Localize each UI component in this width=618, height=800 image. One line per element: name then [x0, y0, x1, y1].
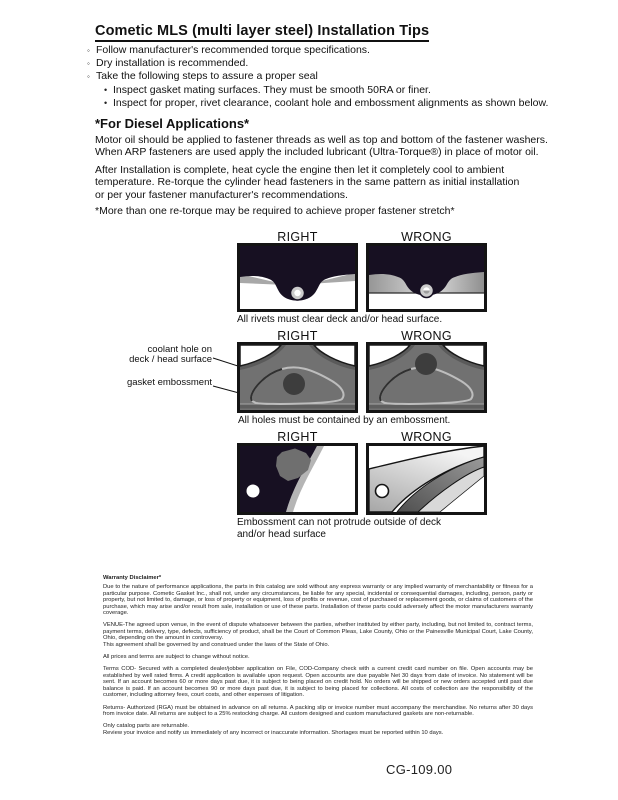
bolt-hole: [376, 485, 389, 498]
wrong-label-row2: WRONG: [401, 329, 452, 343]
right-label-row3: RIGHT: [277, 430, 318, 444]
paragraph-line: temperature. Re-torque the cylinder head fasteners in the same pattern as initial installation: [95, 176, 520, 189]
row3-caption: Embossment can not protrude outside of deck and/or head surface: [237, 517, 442, 540]
review-invoice-line: Review your invoice and notify us immediately of any incorrect or inaccurate information. Shortages must be reported within 10 days.: [103, 729, 444, 736]
warranty-disclaimer-heading: Warranty Disclaimer*: [103, 575, 162, 581]
diesel-paragraph-2: [95, 164, 519, 201]
coolant-hole: [415, 353, 437, 375]
diagram-embossment-right: [237, 342, 358, 413]
retorque-note: *More than one re-torque may be required to achieve proper fastener stretch*: [95, 205, 455, 217]
diagram-protrusion-wrong: [366, 443, 487, 515]
tip-text: Follow manufacturer's recommended torque specifications.: [96, 44, 370, 56]
tip-text: Take the following steps to assure a proper seal: [96, 70, 318, 83]
bullet-icon: ◦: [87, 59, 90, 69]
catalog-parts-line: Only catalog parts are returnable.: [103, 723, 190, 730]
page-title: Cometic MLS (multi layer steel) Installation Tips: [95, 23, 429, 42]
diagram-rivet-right: [237, 243, 358, 312]
list-item: [87, 70, 548, 83]
bullet-icon: ◦: [87, 46, 90, 55]
bullet-icon: •: [104, 84, 108, 95]
diagram-embossment-wrong: [366, 342, 487, 413]
bolt-hole: [247, 485, 260, 498]
returns-paragraph: Returns- Authorized (RGA) must be obtained in advance on all returns. A packing slip or invoice number must accompany the merchandise. No returns after 30 days from invoice date. All returns are subject to a 25% restocking charge. All custom designed and custom manufactured gaskets are non-returnable.: [103, 704, 533, 717]
diesel-section-heading: *For Diesel Applications*: [95, 116, 250, 131]
venue-paragraph: VENUE-The agreed upon venue, in the event of dispute whatsoever between the parties, whether instituted by either party, including, but not limited to, contract terms, payment terms, delivery, type, defects, sufficiency of product, shall be the Court of Common Pleas, Lake County, Ohio or the Painesville Municipal Court, Lake County, Ohio, depending on the amount in controversy.: [103, 622, 533, 642]
bullet-icon: •: [104, 97, 108, 108]
paragraph-line: When ARP fasteners are used apply the included lubricant (Ultra-Torque®) in place of motor oil.: [95, 146, 539, 159]
paragraph-line: After Installation is complete, heat cycle the engine then let it completely cool to ambient: [95, 164, 505, 176]
terms-paragraph: Terms COD- Secured with a completed dealer/jobber application on File, COD-Company check with a current credit card number on file. Open accounts may be established by well rated firms. A credit application is available upon request. Open accounts are due payable Net 30 days from date of invoice. No statement will be sent. If an account becomes 60 or more days past due, it is subject to being placed on credit hold. No orders will be shipped or new orders accepted until past due balance is paid. If an account becomes 90 or more days past due, it is subject to being placed for collections. All costs of collection are the responsibility of the customer, including attorney fees, court costs, and other expenses of litigation.: [103, 666, 533, 699]
wrong-label-row3: WRONG: [401, 430, 452, 444]
list-item: [87, 44, 548, 57]
document-code: CG-109.00: [386, 762, 453, 777]
annotation-gasket-embossment: gasket embossment: [126, 377, 212, 388]
list-item: [104, 97, 548, 110]
warranty-paragraph: Due to the nature of performance applications, the parts in this catalog are sold without any express warranty or any implied warranty of merchantability or fitness for a particular purpose. Cometic Gasket Inc., shall not, under any circumstances, be liable for any special, incidental or consequential damages, including, person, party or property, but not limited to, damage, or loss of property or equipment, loss of profits or revenue, cost of purchased or replacement goods, or claims of customers of the purchase, which may arise and/or result from sale, installation or use of these parts. Installation of these parts could adversely affect the motor manufacturers warranty coverage.: [103, 584, 533, 617]
governing-law-line: This agreement shall be governed by and construed under the laws of the State of Ohio.: [103, 641, 330, 648]
row1-caption: All rivets must clear deck and/or head surface.: [237, 314, 443, 325]
right-label-row1: RIGHT: [277, 230, 318, 244]
list-item: [104, 84, 548, 97]
diagram-rivet-wrong: [366, 243, 487, 312]
tip-text: Inspect gasket mating surfaces. They must be smooth 50RA or finer.: [113, 83, 431, 96]
legal-fine-print: [103, 575, 533, 742]
list-item: [87, 57, 548, 70]
coolant-hole: [283, 373, 305, 395]
annotation-coolant-hole: coolant hole on deck / head surface: [129, 344, 212, 365]
row2-caption: All holes must be contained by an embossment.: [238, 415, 451, 426]
wrong-label-row1: WRONG: [401, 230, 452, 244]
paragraph-line: or per your fastener manufacturer's recommendations.: [95, 188, 348, 201]
bullet-icon: ◦: [87, 72, 90, 82]
paragraph-line: Motor oil should be applied to fastener threads as well as top and bottom of the fastener washers.: [95, 134, 548, 146]
installation-tips-list: [87, 44, 548, 110]
right-label-row2: RIGHT: [277, 329, 318, 343]
prices-line: All prices and terms are subject to change without notice.: [103, 654, 250, 661]
diesel-paragraph-1: [95, 134, 548, 159]
tip-text: Inspect for proper, rivet clearance, coolant hole and embossment alignments as shown below.: [113, 96, 549, 109]
tip-text: Dry installation is recommended.: [96, 57, 249, 70]
diagram-protrusion-right: [237, 443, 358, 515]
